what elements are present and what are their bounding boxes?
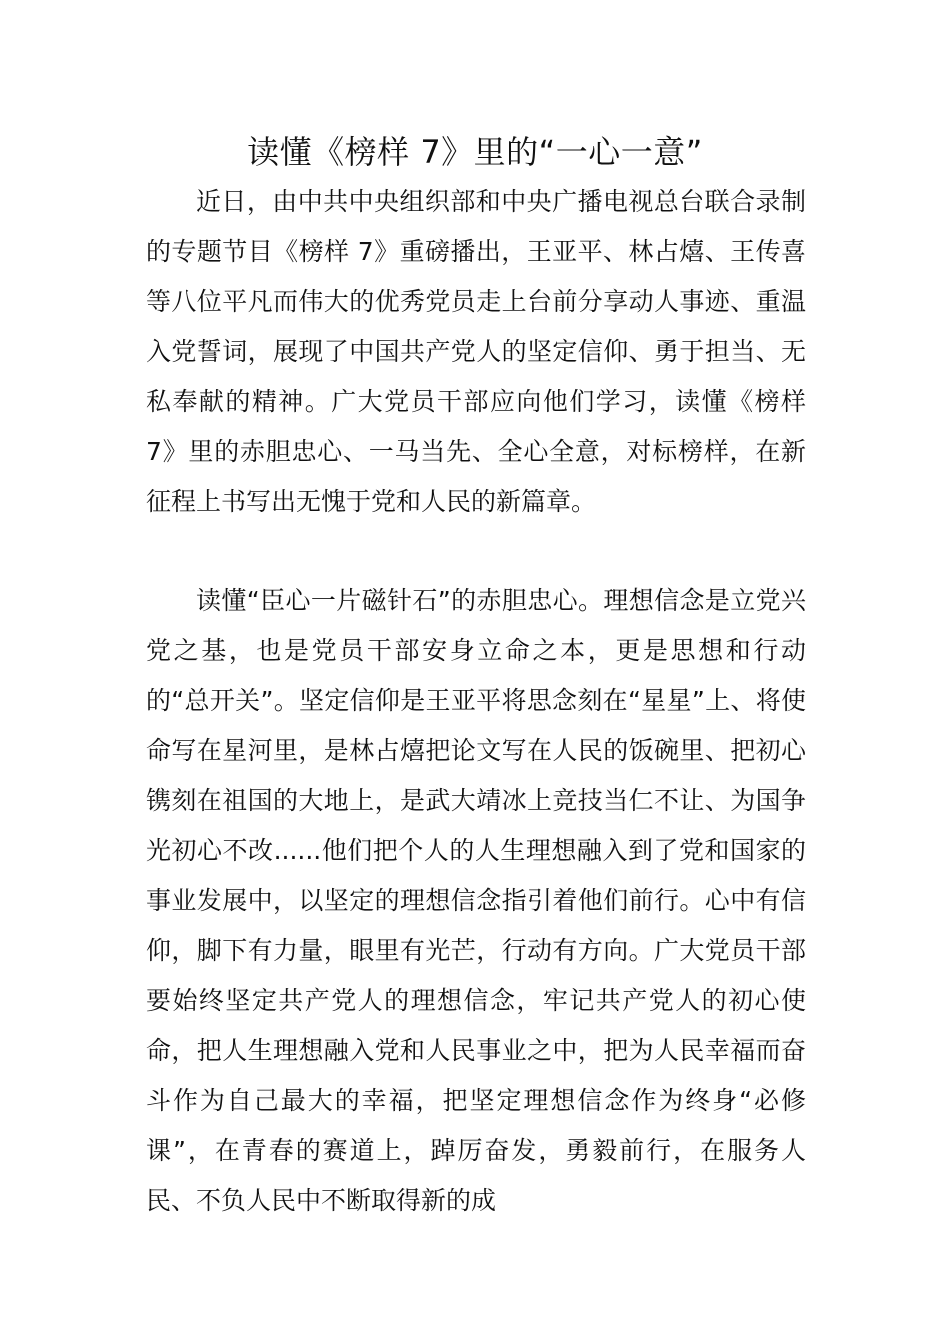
- article-title: 读懂《榜样 7》里的“一心一意”: [247, 133, 703, 171]
- body-paragraph-1: 近日，由中共中央组织部和中央广播电视总台联合录制的专题节目《榜样 7》重磅播出，王亚平、林占熺、王传喜等八位平凡而伟大的优秀党员走上台前分享动人事迹、重温入党誓词，展现了中国共产党人的坚定信仰、勇于担当、无私奉献的精神。广大党员干部应向他们学习，读懂《榜样 7》里的赤胆忠心、一马当先、全心全意，对标榜样，在新征程上书写出无愧于党和人民的新篇章。: [146, 187, 806, 516]
- body-paragraph-2: 读懂“臣心一片磁针石”的赤胆忠心。理想信念是立党兴党之基，也是党员干部安身立命之本，更是思想和行动的“总开关”。坚定信仰是王亚平将思念刻在“星星”上、将使命写在星河里，是林占熺把论文写在人民的饭碗里、把初心镌刻在祖国的大地上，是武大靖冰上竞技当仁不让、为国争光初心不改......他们把个人的人生理想融入到了党和国家的事业发展中，以坚定的理想信念指引着他们前行。心中有信仰，脚下有力量，眼里有光芒，行动有方向。广大党员干部要始终坚定共产党人的理想信念，牢记共产党人的初心使命，把人生理想融入党和人民事业之中，把为人民幸福而奋斗作为自己最大的幸福，把坚定理想信念作为终身“必修课”，在青春的赛道上，踔厉奋发，勇毅前行，在服务人民、不负人民中不断取得新的成: [146, 586, 806, 1215]
